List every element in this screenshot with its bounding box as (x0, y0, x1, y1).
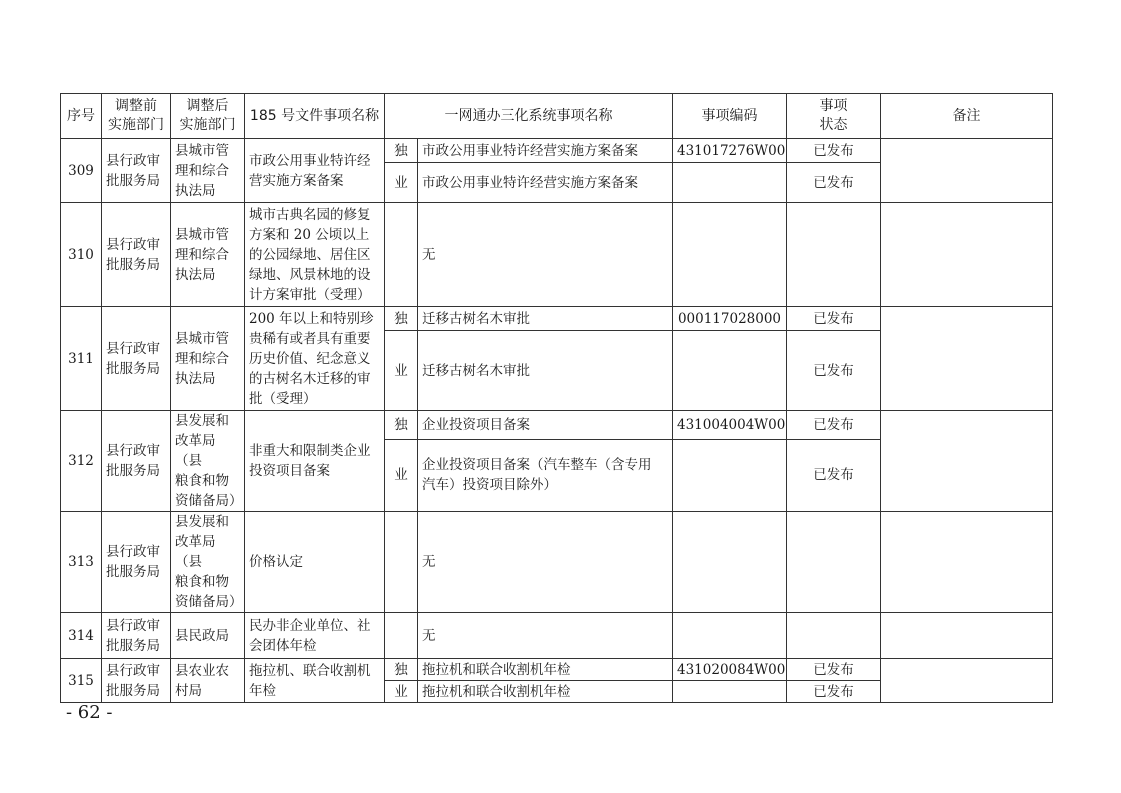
remark-cell (881, 659, 1053, 703)
table-row (61, 203, 1053, 307)
header-item-185: 185 号文件事项名称 (245, 94, 385, 139)
dept-before: 县行政审 批服务局 (102, 411, 171, 512)
header-remark: 备注 (881, 94, 1053, 139)
system-item-name: 无 (418, 203, 673, 307)
item-185-name: 非重大和限制类企业 投资项目备案 (245, 411, 385, 512)
dept-after: 县城市管 理和综合 执法局 (171, 307, 245, 411)
item-status (787, 203, 881, 307)
item-code: 000117028000 (673, 307, 787, 331)
system-item-name: 无 (418, 613, 673, 659)
item-status: 已发布 (787, 681, 881, 703)
dept-before: 县行政审 批服务局 (102, 307, 171, 411)
remark-cell (881, 613, 1053, 659)
header-status: 事项 状态 (787, 94, 881, 139)
matters-table (60, 93, 1053, 703)
item-status (787, 613, 881, 659)
type-mark (385, 203, 418, 307)
system-item-name: 企业投资项目备案（汽车整车（含专用 汽车）投资项目除外） (418, 439, 673, 511)
header-dept-before: 调整前 实施部门 (102, 94, 171, 139)
item-185-name: 价格认定 (245, 512, 385, 613)
type-mark: 独 (385, 307, 418, 331)
item-code (673, 163, 787, 203)
item-status: 已发布 (787, 331, 881, 411)
item-185-name: 200 年以上和特别珍 贵稀有或者具有重要 历史价值、纪念意义 的古树名木迁移的审 批（受理） (245, 307, 385, 411)
item-status: 已发布 (787, 411, 881, 440)
item-185-name: 市政公用事业特许经 营实施方案备案 (245, 139, 385, 203)
item-code (673, 439, 787, 511)
remark-cell (881, 411, 1053, 512)
remark-cell (881, 307, 1053, 411)
dept-before: 县行政审 批服务局 (102, 659, 171, 703)
type-mark: 业 (385, 439, 418, 511)
header-system-item: 一网通办三化系统事项名称 (385, 94, 673, 139)
type-mark: 独 (385, 411, 418, 440)
row-number: 311 (61, 307, 102, 411)
item-code: 431004004W00 (673, 411, 787, 440)
system-item-name: 无 (418, 512, 673, 613)
type-mark: 业 (385, 331, 418, 411)
remark-cell (881, 139, 1053, 203)
system-item-name: 拖拉机和联合收割机年检 (418, 681, 673, 703)
item-status (787, 512, 881, 613)
table-row (61, 659, 1053, 681)
dept-before: 县行政审 批服务局 (102, 139, 171, 203)
page-number: - 62 - (66, 702, 113, 723)
item-185-name: 拖拉机、联合收割机 年检 (245, 659, 385, 703)
table-row (61, 613, 1053, 659)
item-status: 已发布 (787, 659, 881, 681)
table-row (61, 512, 1053, 613)
dept-after: 县城市管 理和综合 执法局 (171, 203, 245, 307)
item-code: 431017276W00 (673, 139, 787, 163)
dept-after: 县发展和 改革局（县 粮食和物 资储备局） (171, 411, 245, 512)
item-code (673, 613, 787, 659)
item-status: 已发布 (787, 307, 881, 331)
system-item-name: 迁移古树名木审批 (418, 331, 673, 411)
dept-after: 县农业农 村局 (171, 659, 245, 703)
item-185-name: 民办非企业单位、社 会团体年检 (245, 613, 385, 659)
type-mark: 业 (385, 163, 418, 203)
dept-before: 县行政审 批服务局 (102, 203, 171, 307)
item-status: 已发布 (787, 139, 881, 163)
remark-cell (881, 203, 1053, 307)
system-item-name: 市政公用事业特许经营实施方案备案 (418, 163, 673, 203)
table-row (61, 307, 1053, 331)
dept-after: 县发展和 改革局（县 粮食和物 资储备局） (171, 512, 245, 613)
system-item-name: 市政公用事业特许经营实施方案备案 (418, 139, 673, 163)
item-code (673, 681, 787, 703)
system-item-name: 迁移古树名木审批 (418, 307, 673, 331)
header-dept-after: 调整后 实施部门 (171, 94, 245, 139)
dept-before: 县行政审 批服务局 (102, 512, 171, 613)
remark-cell (881, 512, 1053, 613)
system-item-name: 企业投资项目备案 (418, 411, 673, 440)
type-mark: 业 (385, 681, 418, 703)
header-code: 事项编码 (673, 94, 787, 139)
item-code: 431020084W00 (673, 659, 787, 681)
row-number: 314 (61, 613, 102, 659)
row-number: 313 (61, 512, 102, 613)
row-number: 309 (61, 139, 102, 203)
table-header-row (61, 94, 1053, 139)
type-mark (385, 512, 418, 613)
dept-after: 县城市管 理和综合 执法局 (171, 139, 245, 203)
type-mark: 独 (385, 659, 418, 681)
row-number: 310 (61, 203, 102, 307)
item-status: 已发布 (787, 163, 881, 203)
item-status: 已发布 (787, 439, 881, 511)
header-num: 序号 (61, 94, 102, 139)
item-code (673, 331, 787, 411)
item-185-name: 城市古典名园的修复 方案和 20 公顷以上 的公园绿地、居住区 绿地、风景林地的设 计方案审批（受理） (245, 203, 385, 307)
type-mark (385, 613, 418, 659)
table-row (61, 139, 1053, 163)
row-number: 315 (61, 659, 102, 703)
type-mark: 独 (385, 139, 418, 163)
row-number: 312 (61, 411, 102, 512)
dept-before: 县行政审 批服务局 (102, 613, 171, 659)
table-row (61, 411, 1053, 440)
system-item-name: 拖拉机和联合收割机年检 (418, 659, 673, 681)
item-code (673, 203, 787, 307)
dept-after: 县民政局 (171, 613, 245, 659)
item-code (673, 512, 787, 613)
